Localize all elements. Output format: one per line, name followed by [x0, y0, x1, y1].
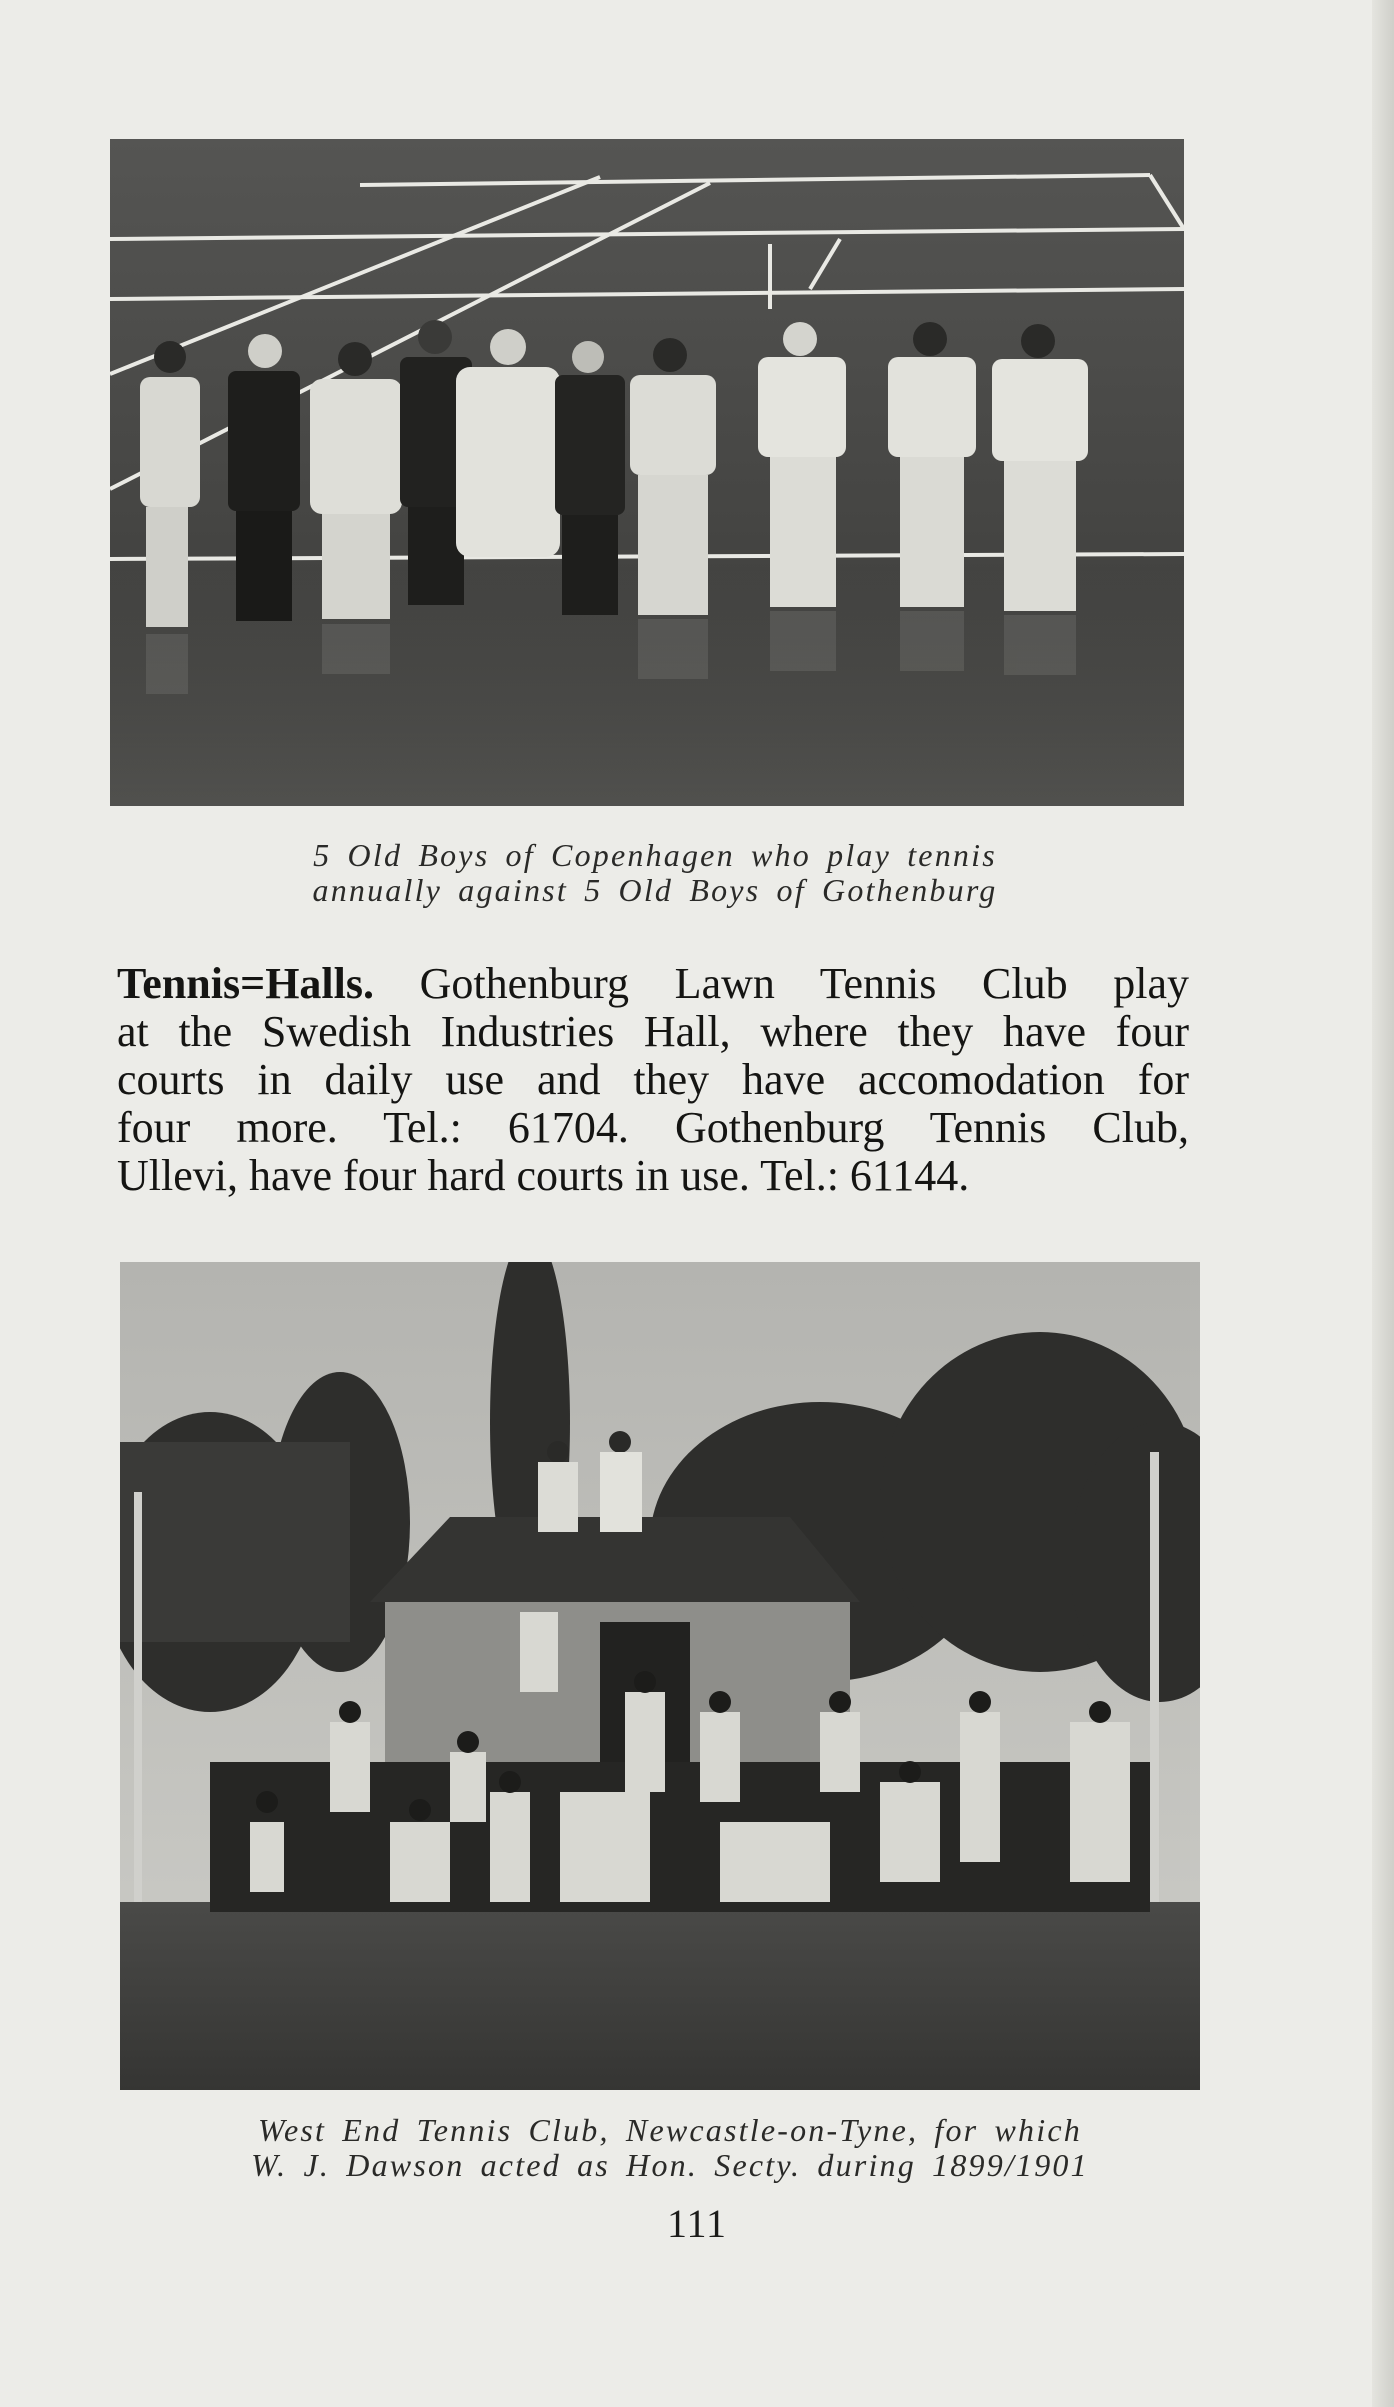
body-line	[117, 960, 1189, 1008]
body-line: Ullevi, have four hard courts in use. Tel.: 61144.	[117, 1151, 970, 1200]
section-lead: Tennis=Halls.	[117, 959, 374, 1008]
body-line: four more. Tel.: 61704. Gothenburg Tennis Club,	[117, 1103, 1189, 1152]
photo-west-end-tennis-club	[120, 1262, 1200, 2090]
caption-line: 5 Old Boys of Copenhagen who play tennis	[313, 837, 997, 873]
body-paragraph	[117, 960, 1189, 1200]
caption-line: West End Tennis Club, Newcastle-on-Tyne, for which	[258, 2112, 1082, 2148]
photo-old-boys-tennis	[110, 139, 1184, 806]
page-edge	[1372, 0, 1394, 2407]
page-number: 111	[666, 2201, 728, 2246]
body-line: courts in daily use and they have accomodation for	[117, 1055, 1189, 1104]
caption-line: annually against 5 Old Boys of Gothenburg	[312, 872, 998, 908]
caption-line: W. J. Dawson acted as Hon. Secty. during 1899/1901	[251, 2147, 1089, 2183]
photo-caption	[150, 838, 1160, 908]
body-text: Gothenburg Lawn Tennis Club play	[419, 959, 1190, 1008]
photo-west-end-tennis-club-image	[120, 1262, 1200, 2090]
photo-old-boys-tennis-image	[110, 139, 1184, 806]
body-line: at the Swedish Industries Hall, where they have four	[117, 1007, 1189, 1056]
photo-caption	[190, 2113, 1150, 2183]
